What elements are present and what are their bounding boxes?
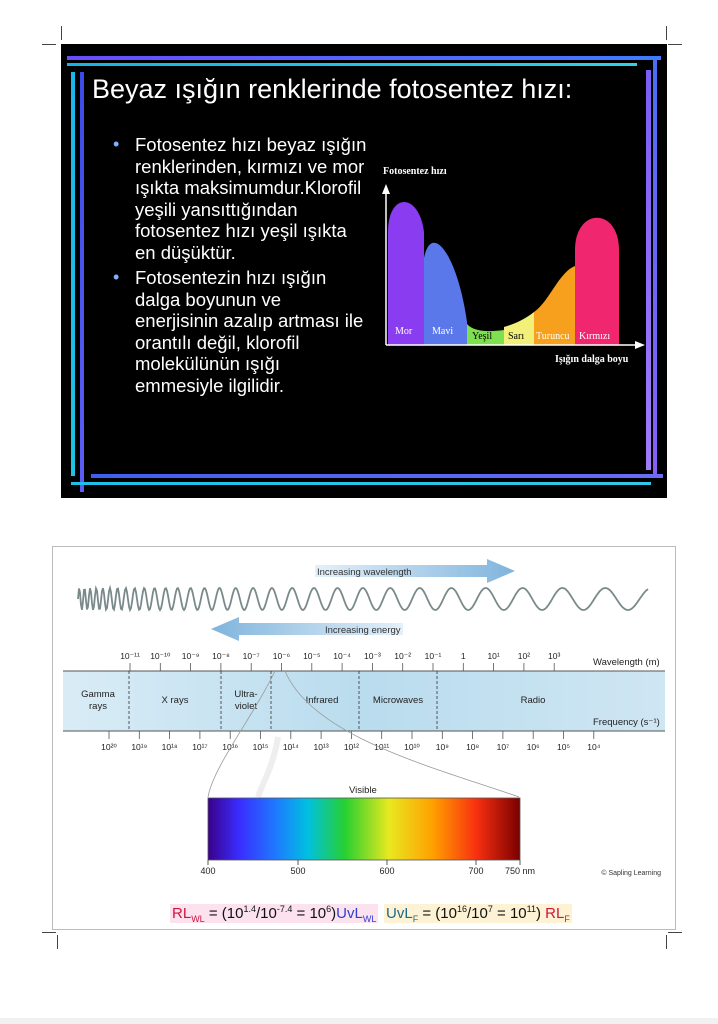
slide-right-bar-2 <box>653 60 657 476</box>
em-wave <box>78 588 648 610</box>
crop-mark <box>668 44 682 45</box>
formula-exp: 6 <box>326 904 332 914</box>
formula-sub: F <box>412 914 419 924</box>
band-label: Yeşil <box>472 331 493 342</box>
formula-left <box>170 904 378 924</box>
wavelength-tick-label: 10⁻⁷ <box>242 651 260 661</box>
formula-part: /10 <box>255 905 277 922</box>
wavelength-tick-label: 10⁻³ <box>364 651 381 661</box>
region-infrared: Infrared <box>305 695 339 706</box>
visible-tick-label: 500 <box>290 866 306 876</box>
frequency-tick-label: 10⁷ <box>496 742 510 752</box>
formula-part: = 10 <box>492 905 527 922</box>
wavelength-ticks <box>120 651 560 671</box>
band-label: Sarı <box>508 331 525 342</box>
slide-left-bar-2 <box>80 72 84 492</box>
photosynthesis-rate-chart <box>379 162 649 372</box>
crop-mark <box>666 26 667 40</box>
slide-bottom-bar <box>91 474 663 478</box>
crop-mark <box>666 935 667 949</box>
frequency-tick-label: 10⁸ <box>466 742 480 752</box>
formula-part: /10 <box>466 905 488 922</box>
credit-text: © Sapling Learning <box>601 870 661 877</box>
region-gamma: Gamma rays <box>81 689 115 712</box>
visible-label: Visible <box>349 785 377 796</box>
bullet-item <box>113 267 368 396</box>
formula-exp: 11 <box>526 904 536 914</box>
wavelength-tick-label: 10⁻² <box>394 651 412 661</box>
bullet-item <box>113 134 368 263</box>
region-xrays: X rays <box>161 695 189 706</box>
em-spectrum-svg <box>53 547 675 929</box>
formula-sub: WL <box>191 914 205 924</box>
wavelength-axis-label: Wavelength (m) <box>593 657 660 668</box>
formula-exp: 7 <box>487 904 493 914</box>
slide-top-bar <box>67 56 661 60</box>
wavelength-tick-label: 10⁻¹ <box>424 651 442 661</box>
formula-uvl: UvL <box>386 905 413 922</box>
formula-exp: 1.4 <box>243 904 256 914</box>
frequency-tick-label: 10¹³ <box>313 742 329 752</box>
em-spectrum-figure <box>52 546 676 930</box>
formula-exp: -7.4 <box>276 904 293 914</box>
wavelength-tick-label: 10¹ <box>487 651 500 661</box>
region-microwaves: Microwaves <box>372 695 424 706</box>
crop-mark <box>57 935 58 949</box>
slide-bottom-bar-2 <box>71 482 651 485</box>
frequency-tick-label: 10¹¹ <box>374 742 390 752</box>
band-kirmizi <box>575 218 619 345</box>
formula-exp: 16 <box>456 904 467 914</box>
visible-tick-label: 750 nm <box>504 866 536 876</box>
formula-part: ) <box>535 905 546 922</box>
formula-part: = (10 <box>204 905 244 922</box>
chart-y-label: Fotosentez hızı <box>383 166 447 177</box>
frequency-tick-label: 10⁹ <box>435 742 449 752</box>
frequency-tick-label: 10²⁰ <box>101 742 117 752</box>
formula-part: = (10 <box>418 905 457 922</box>
formula-part: ) <box>331 905 337 922</box>
band-label: Mavi <box>432 326 454 337</box>
chart-x-label: Işığın dalga boyu <box>555 354 629 365</box>
region-ultraviolet: Ultra-violet <box>234 689 258 712</box>
visible-spectrum-bar <box>208 798 520 860</box>
wavelength-tick-label: 10⁻¹⁰ <box>150 651 171 661</box>
wavelength-tick-label: 1 <box>460 651 466 661</box>
wavelength-tick-label: 10³ <box>548 651 561 661</box>
spectrum-band <box>63 671 665 731</box>
bullet-list <box>113 134 368 400</box>
bullet-dot-icon: • <box>113 134 120 154</box>
increasing-energy-label: Increasing energy <box>325 625 401 636</box>
frequency-tick-label: 10¹⁵ <box>252 742 269 752</box>
frequency-tick-label: 10¹⁸ <box>161 742 178 752</box>
x-axis-arrow-icon <box>635 341 645 349</box>
band-label: Mor <box>395 326 413 337</box>
band-label: Kırmızı <box>579 331 611 342</box>
crop-mark <box>668 932 682 933</box>
wavelength-tick-label: 10⁻¹¹ <box>120 651 140 661</box>
formula-uvl: UvL <box>336 905 363 922</box>
frequency-tick-label: 10¹⁴ <box>282 742 299 752</box>
frequency-ticks <box>101 731 601 752</box>
wavelength-tick-label: 10² <box>517 651 531 661</box>
frequency-tick-label: 10¹² <box>343 742 359 752</box>
crop-mark <box>42 932 56 933</box>
visible-tick-label: 700 <box>468 866 484 876</box>
frequency-tick-label: 10⁵ <box>557 742 570 752</box>
formula-right <box>384 904 572 924</box>
increasing-wavelength-label: Increasing wavelength <box>317 567 412 578</box>
frequency-tick-label: 10¹⁹ <box>131 742 148 752</box>
wavelength-tick-label: 10⁻⁵ <box>303 651 321 661</box>
wavelength-tick-label: 10⁻⁹ <box>181 651 200 661</box>
crop-mark <box>61 26 62 40</box>
wavelength-tick-label: 10⁻⁸ <box>212 651 230 661</box>
formula-rl: RL <box>545 905 565 922</box>
frequency-tick-label: 10¹⁷ <box>192 742 208 752</box>
formula-part: = 10 <box>292 905 327 922</box>
frequency-tick-label: 10⁴ <box>587 742 601 752</box>
slide <box>61 44 667 498</box>
wavelength-tick-label: 10⁻⁶ <box>272 651 291 661</box>
frequency-tick-label: 10⁶ <box>526 742 540 752</box>
bullet-dot-icon: • <box>113 267 120 287</box>
y-axis-arrow-icon <box>382 184 390 194</box>
frequency-tick-label: 10¹⁰ <box>404 742 420 752</box>
frequency-axis-label: Frequency (s⁻¹) <box>593 717 660 728</box>
wavelength-tick-label: 10⁻⁴ <box>333 651 351 661</box>
formula-sub: WL <box>362 914 377 924</box>
visible-ticks <box>200 860 535 876</box>
slide-left-bar <box>71 72 75 476</box>
visible-tick-label: 600 <box>379 866 395 876</box>
formula-rl: RL <box>172 905 192 922</box>
slide-top-bar-2 <box>67 63 637 66</box>
bullet-text: Fotosentezin hızı ışığın dalga boyunun ve enerjisinin azalıp artması ile orantılı değil, klorofil molekülünün ışığı emmesiyle ilgilidir. <box>135 267 364 396</box>
formula-sub: F <box>564 914 570 924</box>
crop-mark <box>42 44 56 45</box>
visible-tick-label: 400 <box>200 866 216 876</box>
slide-title: Beyaz ışığın renklerinde fotosentez hızı: <box>92 74 573 104</box>
band-mor <box>388 202 424 345</box>
bullet-text: Fotosentez hızı beyaz ışığın renklerinden, kırmızı ve mor ışıkta maksimumdur.Klorofil yeşili yansıttığından fotosentez hızı yeşil ışıkta en düşüktür. <box>135 134 367 263</box>
band-label: Turuncu <box>536 331 570 342</box>
region-radio: Radio <box>520 695 546 706</box>
frequency-tick-label: 10¹⁶ <box>222 742 239 752</box>
